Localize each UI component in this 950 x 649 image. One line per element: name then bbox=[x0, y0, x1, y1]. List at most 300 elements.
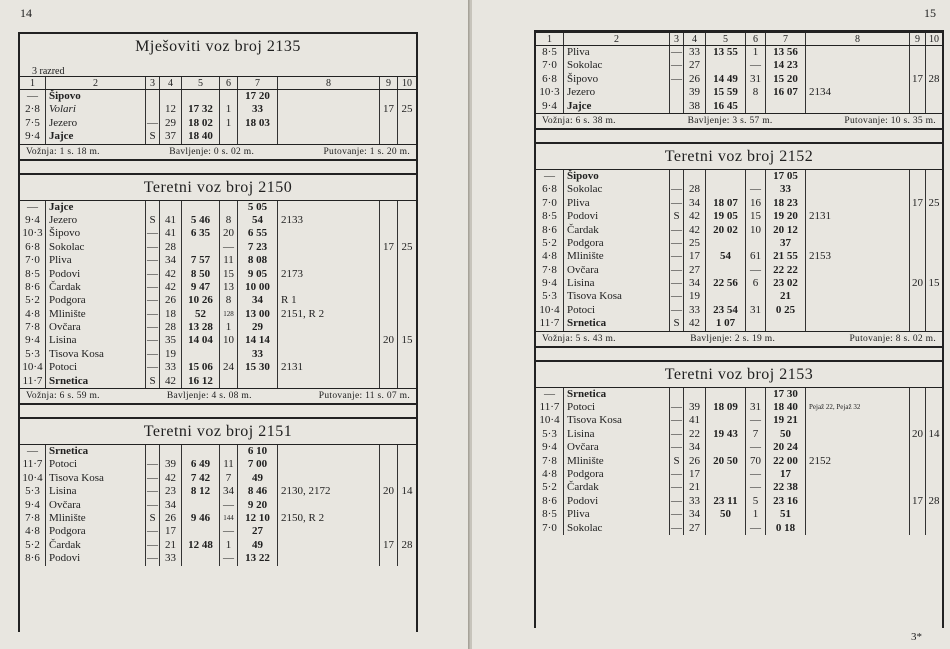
train-title: Mješoviti voz broj 2135 bbox=[20, 32, 416, 76]
cell-c4: 42 bbox=[160, 268, 182, 281]
cell-c7: 10 00 bbox=[238, 281, 278, 294]
cell-c5 bbox=[706, 170, 746, 183]
table-row bbox=[536, 304, 942, 317]
distance-km: 5·2 bbox=[20, 294, 46, 307]
cell-c8 bbox=[806, 237, 910, 250]
cell-c6: 144 bbox=[220, 512, 238, 525]
cell-c10 bbox=[926, 86, 942, 99]
cell-c6: 11 bbox=[220, 254, 238, 267]
cell-c6: 31 bbox=[746, 401, 766, 414]
cell-c10 bbox=[398, 512, 416, 525]
cell-c3: — bbox=[671, 427, 682, 440]
cell-c3: — bbox=[671, 72, 682, 85]
cell-c7: 0 18 bbox=[766, 522, 806, 535]
cell-c5: 20 50 bbox=[706, 455, 746, 468]
cell-c10 bbox=[398, 375, 416, 388]
cell-c4: 42 bbox=[684, 210, 706, 223]
cell-c6: 8 bbox=[220, 294, 238, 307]
cell-c6: 6 bbox=[746, 277, 766, 290]
cell-c3: — bbox=[671, 521, 682, 534]
cell-c5: 18 02 bbox=[182, 117, 220, 130]
cell-c10 bbox=[398, 201, 416, 214]
cell-c8: 2151, R 2 bbox=[278, 308, 380, 321]
table-row bbox=[536, 170, 942, 183]
distance-km: 6·8 bbox=[536, 183, 564, 196]
cell-c9 bbox=[910, 481, 926, 494]
cell-c5: 7 57 bbox=[182, 254, 220, 267]
column-number: 7 bbox=[766, 33, 806, 45]
distance-km: 10·4 bbox=[20, 472, 46, 485]
cell-c9 bbox=[380, 525, 398, 538]
station-name: Potoci bbox=[46, 361, 146, 374]
cell-c6: — bbox=[746, 468, 766, 481]
table-row bbox=[536, 197, 942, 210]
summary-voznja: Vožnja: 6 s. 38 m. bbox=[542, 115, 616, 126]
table-row bbox=[536, 264, 942, 277]
cell-c9 bbox=[380, 499, 398, 512]
table-row bbox=[20, 445, 416, 458]
journey-summary bbox=[536, 113, 942, 130]
cell-c5: 18 09 bbox=[706, 401, 746, 414]
cell-c3 bbox=[670, 388, 684, 401]
cell-c3: S bbox=[146, 130, 160, 143]
cell-c9 bbox=[910, 86, 926, 99]
cell-c3: — bbox=[671, 303, 682, 316]
cell-c9: 17 bbox=[380, 539, 398, 552]
cell-c10 bbox=[398, 294, 416, 307]
cell-c8 bbox=[806, 508, 910, 521]
cell-c8 bbox=[806, 183, 910, 196]
cell-c8 bbox=[278, 334, 380, 347]
cell-c9 bbox=[380, 458, 398, 471]
cell-c6: — bbox=[746, 441, 766, 454]
cell-c10 bbox=[398, 458, 416, 471]
cell-c3: — bbox=[147, 471, 158, 484]
cell-c4 bbox=[160, 201, 182, 214]
cell-c9 bbox=[910, 290, 926, 303]
station-name: Čardak bbox=[46, 281, 146, 294]
cell-c10 bbox=[926, 508, 942, 521]
cell-c3 bbox=[146, 201, 160, 214]
distance-km: 2·8 bbox=[20, 103, 46, 116]
cell-c8 bbox=[806, 495, 910, 508]
station-name: Lisina bbox=[564, 428, 670, 441]
table-row bbox=[20, 268, 416, 281]
cell-c7 bbox=[766, 317, 806, 330]
station-name: Jezero bbox=[46, 117, 146, 130]
station-name: Tisova Kosa bbox=[46, 472, 146, 485]
distance-km: 9·4 bbox=[20, 499, 46, 512]
cell-c4: 42 bbox=[684, 317, 706, 330]
cell-c10 bbox=[398, 214, 416, 227]
table-row bbox=[536, 210, 942, 223]
cell-c5: 8 50 bbox=[182, 268, 220, 281]
station-name: Šipovo bbox=[564, 170, 670, 183]
station-name: Šipovo bbox=[564, 73, 670, 86]
distance-km: 9·4 bbox=[20, 214, 46, 227]
cell-c6: 7 bbox=[220, 472, 238, 485]
distance-km: 8·6 bbox=[20, 281, 46, 294]
table-row bbox=[20, 214, 416, 227]
cell-c5: 14 49 bbox=[706, 73, 746, 86]
cell-c7: 18 03 bbox=[238, 117, 278, 130]
cell-c6: — bbox=[220, 241, 238, 254]
right-page bbox=[472, 0, 950, 649]
cell-c7: 37 bbox=[766, 237, 806, 250]
cell-c3: — bbox=[147, 334, 158, 347]
cell-c8 bbox=[278, 103, 380, 116]
station-name: Pliva bbox=[564, 508, 670, 521]
cell-c8: 2130, 2172 bbox=[278, 485, 380, 498]
distance-km: 7·0 bbox=[536, 522, 564, 535]
cell-c10 bbox=[926, 224, 942, 237]
table-row bbox=[20, 472, 416, 485]
cell-c5 bbox=[182, 201, 220, 214]
cell-c4: 33 bbox=[684, 304, 706, 317]
cell-c5: 10 26 bbox=[182, 294, 220, 307]
cell-c4: 23 bbox=[160, 485, 182, 498]
cell-c4: 42 bbox=[160, 375, 182, 388]
station-name: Podovi bbox=[46, 268, 146, 281]
cell-c9 bbox=[910, 46, 926, 59]
cell-c6: 15 bbox=[746, 210, 766, 223]
cell-c6: 31 bbox=[746, 73, 766, 86]
cell-c3: — bbox=[671, 59, 682, 72]
cell-c4: 29 bbox=[160, 117, 182, 130]
column-number: 3 bbox=[146, 77, 160, 89]
cell-c6: — bbox=[746, 522, 766, 535]
table-row bbox=[536, 481, 942, 494]
cell-c5 bbox=[182, 525, 220, 538]
cell-c10 bbox=[926, 441, 942, 454]
table-row bbox=[536, 495, 942, 508]
cell-c5: 9 46 bbox=[182, 512, 220, 525]
cell-c4: 26 bbox=[684, 455, 706, 468]
cell-c8: Pejaž 22, Pejaž 32 bbox=[806, 401, 910, 414]
distance-km: — bbox=[20, 445, 46, 458]
cell-c7: 19 21 bbox=[766, 414, 806, 427]
page-number: 15 bbox=[924, 6, 936, 20]
station-name: Sokolac bbox=[46, 241, 146, 254]
cell-c3: — bbox=[147, 227, 158, 240]
station-name: Podovi bbox=[564, 210, 670, 223]
cell-c4: 41 bbox=[160, 227, 182, 240]
cell-c5 bbox=[706, 441, 746, 454]
table-row bbox=[536, 508, 942, 521]
distance-km: 4·8 bbox=[536, 250, 564, 263]
cell-c8 bbox=[806, 317, 910, 330]
cell-c9 bbox=[380, 321, 398, 334]
summary-bavljenje: Bavljenje: 0 s. 02 m. bbox=[169, 146, 255, 157]
cell-c10 bbox=[926, 100, 942, 113]
distance-km: 11·7 bbox=[20, 458, 46, 471]
cell-c3: S bbox=[146, 375, 160, 388]
column-number: 3 bbox=[670, 33, 684, 45]
timetable-section bbox=[20, 173, 416, 405]
cell-c7: 23 16 bbox=[766, 495, 806, 508]
cell-c3: — bbox=[671, 277, 682, 290]
summary-bavljenje: Bavljenje: 4 s. 08 m. bbox=[166, 391, 252, 402]
cell-c6 bbox=[746, 100, 766, 113]
table-row bbox=[20, 254, 416, 267]
cell-c6: 15 bbox=[220, 268, 238, 281]
section-gap bbox=[536, 348, 942, 360]
cell-c6 bbox=[220, 130, 238, 143]
cell-c8: 2150, R 2 bbox=[278, 512, 380, 525]
table-row bbox=[20, 130, 416, 143]
table-row bbox=[20, 281, 416, 294]
cell-c9 bbox=[380, 281, 398, 294]
cell-c6 bbox=[220, 445, 238, 458]
cell-c6 bbox=[220, 348, 238, 361]
cell-c5 bbox=[182, 90, 220, 103]
cell-c4: 27 bbox=[684, 522, 706, 535]
column-number: 6 bbox=[746, 33, 766, 45]
cell-c3: — bbox=[671, 46, 682, 58]
cell-c5 bbox=[182, 348, 220, 361]
cell-c7: 8 46 bbox=[238, 485, 278, 498]
cell-c7: 18 40 bbox=[766, 401, 806, 414]
table-row bbox=[20, 308, 416, 321]
cell-c4: 26 bbox=[160, 294, 182, 307]
cell-c6 bbox=[746, 317, 766, 330]
cell-c7: 51 bbox=[766, 508, 806, 521]
distance-km: 8·6 bbox=[536, 224, 564, 237]
cell-c5: 13 55 bbox=[706, 46, 746, 59]
cell-c10 bbox=[398, 361, 416, 374]
cell-c9 bbox=[910, 224, 926, 237]
cell-c4: 12 bbox=[160, 103, 182, 116]
distance-km: 10·4 bbox=[536, 414, 564, 427]
cell-c7: 54 bbox=[238, 214, 278, 227]
train-title: Teretni voz broj 2151 bbox=[20, 417, 416, 441]
cell-c9 bbox=[380, 472, 398, 485]
distance-km: 7·0 bbox=[536, 59, 564, 72]
cell-c8 bbox=[806, 428, 910, 441]
station-name: Podovi bbox=[46, 552, 146, 565]
cell-c3: — bbox=[147, 240, 158, 253]
cell-c10 bbox=[926, 317, 942, 330]
distance-km: 10·4 bbox=[536, 304, 564, 317]
cell-c5: 20 02 bbox=[706, 224, 746, 237]
cell-c9 bbox=[910, 522, 926, 535]
summary-voznja: Vožnja: 1 s. 18 m. bbox=[26, 146, 100, 157]
page-number: 14 bbox=[20, 6, 32, 20]
cell-c5 bbox=[706, 522, 746, 535]
cell-c6: 24 bbox=[220, 361, 238, 374]
cell-c7: 7 00 bbox=[238, 458, 278, 471]
cell-c9 bbox=[910, 59, 926, 72]
cell-c10 bbox=[926, 388, 942, 401]
station-name: Potoci bbox=[564, 401, 670, 414]
cell-c5: 52 bbox=[182, 308, 220, 321]
cell-c8 bbox=[278, 445, 380, 458]
cell-c6: 70 bbox=[746, 455, 766, 468]
cell-c8 bbox=[806, 264, 910, 277]
cell-c9: 20 bbox=[380, 334, 398, 347]
cell-c7: 21 55 bbox=[766, 250, 806, 263]
train-title: Teretni voz broj 2153 bbox=[536, 360, 942, 384]
table-row bbox=[20, 348, 416, 361]
column-number: 7 bbox=[238, 77, 278, 89]
cell-c4: 22 bbox=[684, 428, 706, 441]
station-name: Potoci bbox=[564, 304, 670, 317]
station-name: Podgora bbox=[564, 468, 670, 481]
cell-c9: 17 bbox=[910, 197, 926, 210]
cell-c3: — bbox=[147, 538, 158, 551]
cell-c6: 31 bbox=[746, 304, 766, 317]
cell-c6: 1 bbox=[220, 117, 238, 130]
table-row bbox=[536, 317, 942, 330]
cell-c3 bbox=[146, 445, 160, 458]
cell-c9 bbox=[910, 100, 926, 113]
cell-c5: 16 45 bbox=[706, 100, 746, 113]
cell-c9 bbox=[910, 317, 926, 330]
cell-c4 bbox=[160, 445, 182, 458]
column-number: 8 bbox=[278, 77, 380, 89]
table-row bbox=[536, 401, 942, 414]
cell-c7: 33 bbox=[766, 183, 806, 196]
cell-c9 bbox=[910, 508, 926, 521]
cell-c3: — bbox=[147, 267, 158, 280]
distance-km: 10·3 bbox=[536, 86, 564, 99]
station-name: Čardak bbox=[564, 224, 670, 237]
station-name: Pliva bbox=[564, 46, 670, 59]
station-name: Tisova Kosa bbox=[46, 348, 146, 361]
table-row bbox=[20, 334, 416, 347]
cell-c8 bbox=[806, 481, 910, 494]
cell-c5: 22 56 bbox=[706, 277, 746, 290]
table-row bbox=[20, 227, 416, 240]
cell-c8 bbox=[806, 73, 910, 86]
summary-bavljenje: Bavljenje: 2 s. 19 m. bbox=[690, 333, 776, 344]
cell-c3: — bbox=[147, 525, 158, 538]
cell-c7: 27 bbox=[238, 525, 278, 538]
cell-c3: — bbox=[671, 414, 682, 427]
cell-c9: 20 bbox=[910, 277, 926, 290]
cell-c10 bbox=[926, 522, 942, 535]
table-row bbox=[536, 237, 942, 250]
cell-c8 bbox=[278, 201, 380, 214]
cell-c10 bbox=[926, 304, 942, 317]
cell-c8 bbox=[806, 468, 910, 481]
cell-c8 bbox=[806, 441, 910, 454]
distance-km: 5·2 bbox=[536, 237, 564, 250]
table-row bbox=[536, 388, 942, 401]
table-row bbox=[536, 290, 942, 303]
cell-c3: S bbox=[670, 455, 684, 468]
cell-c10 bbox=[398, 281, 416, 294]
summary-bavljenje: Bavljenje: 3 s. 57 m. bbox=[687, 115, 773, 126]
cell-c10: 28 bbox=[928, 72, 940, 85]
journey-summary bbox=[20, 144, 416, 161]
station-name: Jajce bbox=[564, 100, 670, 113]
cell-c3: — bbox=[671, 263, 682, 276]
cell-c9 bbox=[380, 214, 398, 227]
column-number: 1 bbox=[20, 77, 46, 89]
distance-km: 5·3 bbox=[536, 290, 564, 303]
cell-c9: 17 bbox=[380, 103, 398, 116]
station-name: Jajce bbox=[46, 130, 146, 143]
cell-c10 bbox=[926, 290, 942, 303]
table-row bbox=[536, 522, 942, 535]
summary-putovanje: Putovanje: 10 s. 35 m. bbox=[844, 115, 936, 126]
cell-c7: 14 23 bbox=[766, 59, 806, 72]
cell-c5 bbox=[706, 290, 746, 303]
cell-c3: — bbox=[671, 494, 682, 507]
cell-c9 bbox=[910, 388, 926, 401]
cell-c5: 18 07 bbox=[706, 197, 746, 210]
station-name: Podgora bbox=[564, 237, 670, 250]
cell-c8 bbox=[278, 254, 380, 267]
cell-c3: — bbox=[147, 552, 158, 565]
cell-c7: 17 05 bbox=[766, 170, 806, 183]
distance-km: 10·4 bbox=[20, 361, 46, 374]
cell-c4: 34 bbox=[684, 277, 706, 290]
distance-km: 9·4 bbox=[536, 100, 564, 113]
cell-c7: 22 22 bbox=[766, 264, 806, 277]
cell-c3: — bbox=[671, 441, 682, 454]
cell-c4 bbox=[684, 388, 706, 401]
cell-c7: 23 02 bbox=[766, 277, 806, 290]
cell-c3: — bbox=[671, 481, 682, 494]
column-number: 9 bbox=[380, 77, 398, 89]
cell-c4: 21 bbox=[684, 481, 706, 494]
cell-c10 bbox=[398, 227, 416, 240]
table-row bbox=[20, 241, 416, 254]
station-name: Mlinište bbox=[46, 308, 146, 321]
cell-c5 bbox=[706, 468, 746, 481]
cell-c9: 17 bbox=[380, 241, 398, 254]
cell-c6 bbox=[220, 201, 238, 214]
cell-c8 bbox=[278, 281, 380, 294]
cell-c6: 11 bbox=[220, 458, 238, 471]
section-gap bbox=[536, 130, 942, 142]
cell-c4: 34 bbox=[684, 441, 706, 454]
cell-c6 bbox=[746, 388, 766, 401]
column-number: 5 bbox=[182, 77, 220, 89]
cell-c10 bbox=[398, 308, 416, 321]
distance-km: 4·8 bbox=[536, 468, 564, 481]
distance-km: 7·5 bbox=[20, 117, 46, 130]
cell-c5 bbox=[706, 59, 746, 72]
cell-c4: 41 bbox=[684, 414, 706, 427]
distance-km: 8·6 bbox=[20, 552, 46, 565]
cell-c9 bbox=[910, 250, 926, 263]
cell-c8: 2133 bbox=[278, 214, 380, 227]
station-name: Sokolac bbox=[564, 522, 670, 535]
cell-c6: 7 bbox=[746, 428, 766, 441]
cell-c7: 17 20 bbox=[238, 90, 278, 103]
cell-c4: 28 bbox=[160, 241, 182, 254]
cell-c10: 14 bbox=[928, 427, 940, 440]
cell-c7: 15 30 bbox=[238, 361, 278, 374]
cell-c3: S bbox=[670, 210, 684, 223]
cell-c6: 1 bbox=[220, 103, 238, 116]
cell-c4: 33 bbox=[684, 46, 706, 59]
distance-km: 4·8 bbox=[20, 525, 46, 538]
station-name: Lisina bbox=[46, 485, 146, 498]
cell-c8 bbox=[278, 130, 380, 143]
cell-c8 bbox=[806, 59, 910, 72]
cell-c7: 17 bbox=[766, 468, 806, 481]
cell-c3 bbox=[670, 100, 684, 113]
cell-c3 bbox=[146, 103, 160, 116]
cell-c5: 8 12 bbox=[182, 485, 220, 498]
cell-c3 bbox=[146, 90, 160, 103]
cell-c9 bbox=[380, 117, 398, 130]
cell-c8 bbox=[278, 227, 380, 240]
